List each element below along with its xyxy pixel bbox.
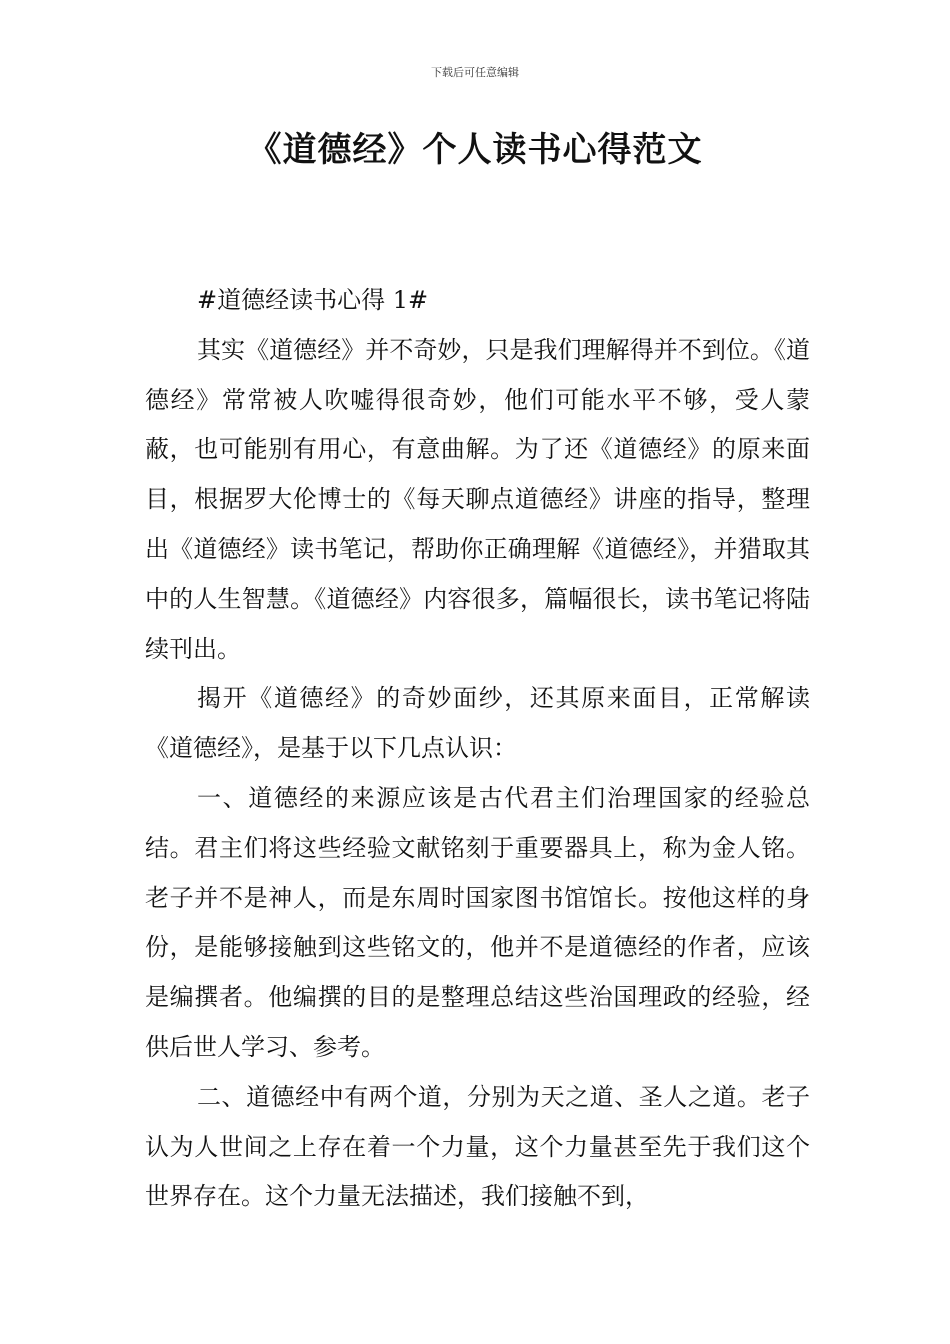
paragraph-point-one: 一、道德经的来源应该是古代君主们治理国家的经验总结。君主们将这些经验文献铭刻于重要器具上，称为金人铭。老子并不是神人，而是东周时国家图书馆馆长。按他这样的身份，是能够接触到这些铭文的，他并不是道德经的作者，应该是编撰者。他编撰的目的是整理总结这些治国理政的经验，经供后世人学习、参考。 [145, 783, 810, 1061]
section-heading: #道德经读书心得 1# [197, 286, 429, 314]
document-body [145, 276, 810, 1222]
header-note: 下载后可任意编辑 [431, 66, 519, 79]
paragraph-premise: 揭开《道德经》的奇妙面纱，还其原来面目，正常解读《道德经》，是基于以下几点认识： [145, 684, 810, 763]
document-title: 《道德经》个人读书心得范文 [247, 130, 703, 170]
paragraph-intro: 其实《道德经》并不奇妙，只是我们理解得并不到位。《道德经》常常被人吹嘘得很奇妙，他们可能水平不够，受人蒙蔽，也可能别有用心，有意曲解。为了还《道德经》的原来面目，根据罗大伦博士的《每天聊点道德经》讲座的指导，整理出《道德经》读书笔记，帮助你正确理解《道德经》，并猎取其中的人生智慧。《道德经》内容很多，篇幅很长，读书笔记将陆续刊出。 [145, 335, 810, 663]
paragraph-point-two: 二、道德经中有两个道，分别为天之道、圣人之道。老子认为人世间之上存在着一个力量，这个力量甚至先于我们这个世界存在。这个力量无法描述，我们接触不到， [145, 1082, 810, 1211]
